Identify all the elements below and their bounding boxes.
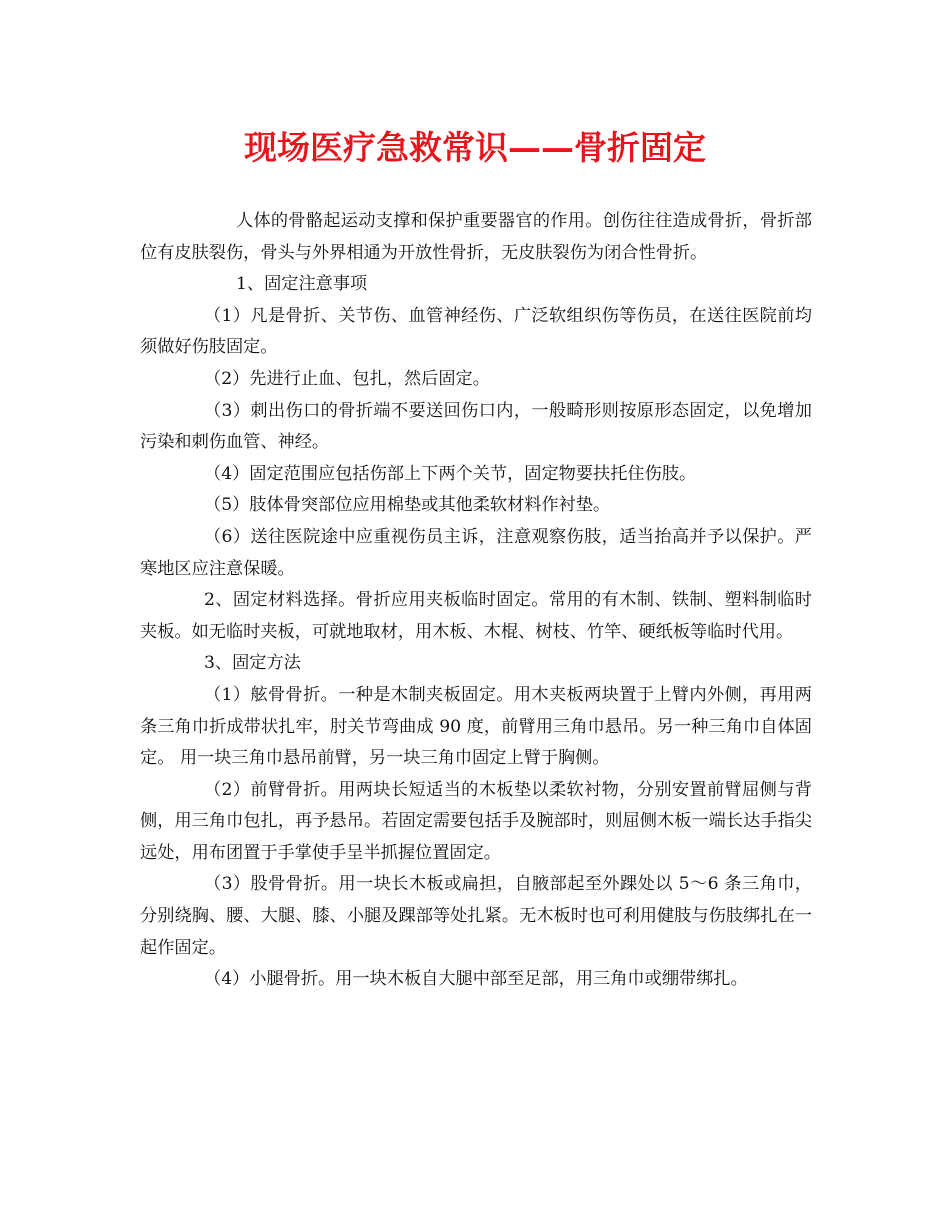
section-paragraph-2: 2、固定材料选择。骨折应用夹板临时固定。常用的有木制、铁制、塑料制临时夹板。如无临时夹板，可就地取材，用木板、木棍、树枝、竹竿、硬纸板等临时代用。 [140,590,812,642]
section-heading-1: 1、固定注意事项 [236,274,368,295]
list-item: （4）小腿骨折。用一块木板自大腿中部至足部，用三角巾或绷带绑扎。 [204,969,748,990]
list-item: （3）股骨骨折。用一块长木板或扁担，自腋部起至外踝处以 5～6 条三角巾，分别绕胸、腰、大腿、膝、小腿及踝部等处扎紧。无木板时也可利用健肢与伤肢绑扎在一起作固定。 [140,874,812,958]
document-title: 现场医疗急救常识——骨折固定 [244,128,706,167]
paragraph-intro: 人体的骨骼起运动支撑和保护重要器官的作用。创伤往往造成骨折，骨折部位有皮肤裂伤，骨头与外界相通为开放性骨折，无皮肤裂伤为闭合性骨折。 [140,211,812,263]
list-item: （2）先进行止血、包扎，然后固定。 [204,368,490,389]
list-item: （5）肢体骨突部位应用棉垫或其他柔软材料作衬垫。 [204,495,611,516]
list-item: （1）舷骨骨折。一种是木制夹板固定。用木夹板两块置于上臂内外侧，再用两条三角巾折成带状扎牢，肘关节弯曲成 90 度，前臂用三角巾悬吊。另一种三角巾自体固定。 用一块三角巾悬吊前臂，另一块三角巾固定上臂于胸侧。 [140,684,812,769]
list-item: （6）送往医院途中应重视伤员主诉，注意观察伤肢，适当抬高并予以保护。严寒地区应注意保暖。 [140,526,812,579]
document-body [140,206,812,996]
list-item: （3）刺出伤口的骨折端不要送回伤口内，一般畸形则按原形态固定，以免增加污染和刺伤血管、神经。 [140,400,812,453]
list-item: （1）凡是骨折、关节伤、血管神经伤、广泛软组织伤等伤员，在送往医院前均须做好伤肢固定。 [140,305,812,358]
list-item: （4）固定范围应包括伤部上下两个关节，固定物要扶托住伤肢。 [204,463,697,484]
list-item: （2）前臂骨折。用两块长短适当的木板垫以柔软衬物，分别安置前臂屈侧与背侧，用三角巾包扎，再予悬吊。若固定需要包括手及腕部时，则屈侧木板一端长达手指尖远处，用布团置于手掌使手呈半抓握位置固定。 [140,779,812,863]
section-heading-3: 3、固定方法 [204,653,301,674]
